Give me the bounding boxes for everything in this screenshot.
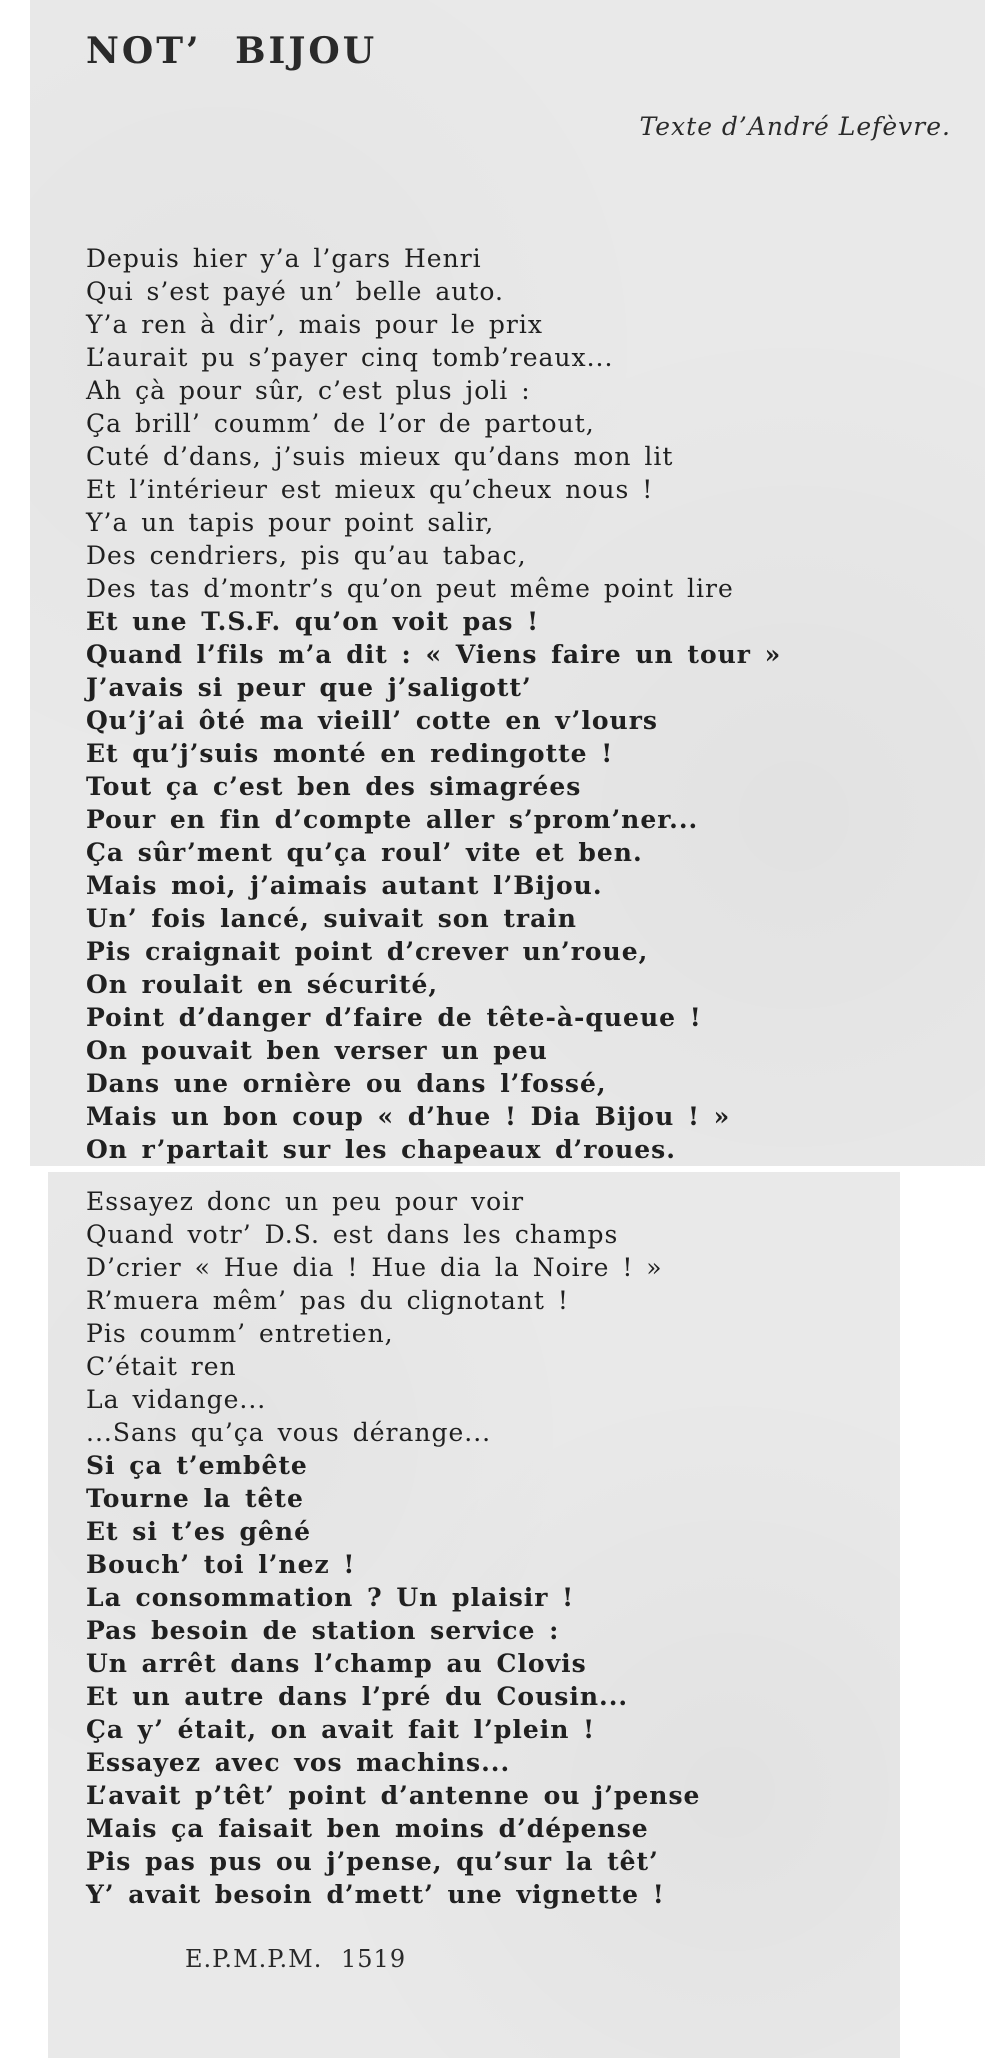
- verse-line: Pis coumm’ entretien,: [86, 1319, 394, 1348]
- poem-stanza-bottom: [86, 1185, 700, 1911]
- verse-line: La vidange...: [86, 1385, 267, 1414]
- verse-line: La consommation ? Un plaisir !: [86, 1583, 575, 1612]
- verse-line: Ah çà pour sûr, c’est plus joli :: [86, 376, 531, 405]
- verse-line: Un arrêt dans l’champ au Clovis: [86, 1649, 587, 1678]
- verse-line: Essayez avec vos machins...: [86, 1748, 511, 1777]
- verse-line: Cuté d’dans, j’suis mieux qu’dans mon lit: [86, 442, 674, 471]
- verse-line: Ça sûr’ment qu’ça roul’ vite et ben.: [86, 838, 643, 867]
- verse-line: Tourne la tête: [86, 1484, 304, 1513]
- verse-line: Depuis hier y’a l’gars Henri: [86, 244, 482, 273]
- verse-line: Pis pas pus ou j’pense, qu’sur la têt’: [86, 1847, 659, 1876]
- verse-line: Et l’intérieur est mieux qu’cheux nous !: [86, 475, 654, 504]
- verse-line: Et un autre dans l’pré du Cousin...: [86, 1682, 629, 1711]
- verse-line: Pis craignait point d’crever un’roue,: [86, 937, 649, 966]
- verse-line: Point d’danger d’faire de tête-à-queue !: [86, 1003, 702, 1032]
- verse-line: On pouvait ben verser un peu: [86, 1036, 548, 1065]
- verse-line: Et si t’es gêné: [86, 1517, 311, 1546]
- verse-line: Mais moi, j’aimais autant l’Bijou.: [86, 871, 603, 900]
- verse-line: Y’a ren à dir’, mais pour le prix: [86, 310, 543, 339]
- verse-line: Et qu’j’suis monté en redingotte !: [86, 739, 614, 768]
- verse-line: Ça y’ était, on avait fait l’plein !: [86, 1715, 596, 1744]
- verse-line: Dans une ornière ou dans l’fossé,: [86, 1069, 607, 1098]
- verse-line: Et une T.S.F. qu’on voit pas !: [86, 607, 540, 636]
- verse-line: D’crier « Hue dia ! Hue dia la Noire ! »: [86, 1253, 663, 1282]
- verse-line: On roulait en sécurité,: [86, 970, 439, 999]
- verse-line: Essayez donc un peu pour voir: [86, 1187, 525, 1216]
- verse-line: Tout ça c’est ben des simagrées: [86, 772, 582, 801]
- poem-stanza-top: [86, 242, 781, 1166]
- page-top-section: [30, 0, 985, 1166]
- verse-line: Pour en fin d’compte aller s’prom’ner...: [86, 805, 699, 834]
- verse-line: Ça brill’ coumm’ de l’or de partout,: [86, 409, 595, 438]
- verse-line: Qu’j’ai ôté ma vieill’ cotte en v’lours: [86, 706, 658, 735]
- print-reference: E.P.M.P.M. 1519: [185, 1945, 407, 1973]
- verse-line: Y’a un tapis pour point salir,: [86, 508, 495, 537]
- page-bottom-section: [48, 1172, 900, 2058]
- verse-line: On r’partait sur les chapeaux d’roues.: [86, 1135, 676, 1164]
- verse-line: Quand votr’ D.S. est dans les champs: [86, 1220, 619, 1249]
- verse-line: Mais un bon coup « d’hue ! Dia Bijou ! »: [86, 1102, 731, 1131]
- verse-line: Qui s’est payé un’ belle auto.: [86, 277, 504, 306]
- verse-line: L’aurait pu s’payer cinq tomb’reaux...: [86, 343, 614, 372]
- verse-line: Bouch’ toi l’nez !: [86, 1550, 356, 1579]
- verse-line: Des tas d’montr’s qu’on peut même point lire: [86, 574, 734, 603]
- verse-line: Pas besoin de station service :: [86, 1616, 560, 1645]
- poem-title: NOT’ BIJOU: [86, 30, 378, 72]
- verse-line: Mais ça faisait ben moins d’dépense: [86, 1814, 649, 1843]
- verse-line: Si ça t’embête: [86, 1451, 308, 1480]
- verse-line: ...Sans qu’ça vous dérange...: [86, 1418, 492, 1447]
- verse-line: R’muera mêm’ pas du clignotant !: [86, 1286, 569, 1315]
- verse-line: Des cendriers, pis qu’au tabac,: [86, 541, 527, 570]
- author-credit: Texte d’André Lefèvre.: [639, 112, 951, 141]
- verse-line: L’avait p’têt’ point d’antenne ou j’pense: [86, 1781, 701, 1810]
- verse-line: C’était ren: [86, 1352, 237, 1381]
- verse-line: Y’ avait besoin d’mett’ une vignette !: [86, 1880, 665, 1909]
- verse-line: J’avais si peur que j’saligott’: [86, 673, 532, 702]
- verse-line: Un’ fois lancé, suivait son train: [86, 904, 577, 933]
- verse-line: Quand l’fils m’a dit : « Viens faire un tour »: [86, 640, 782, 669]
